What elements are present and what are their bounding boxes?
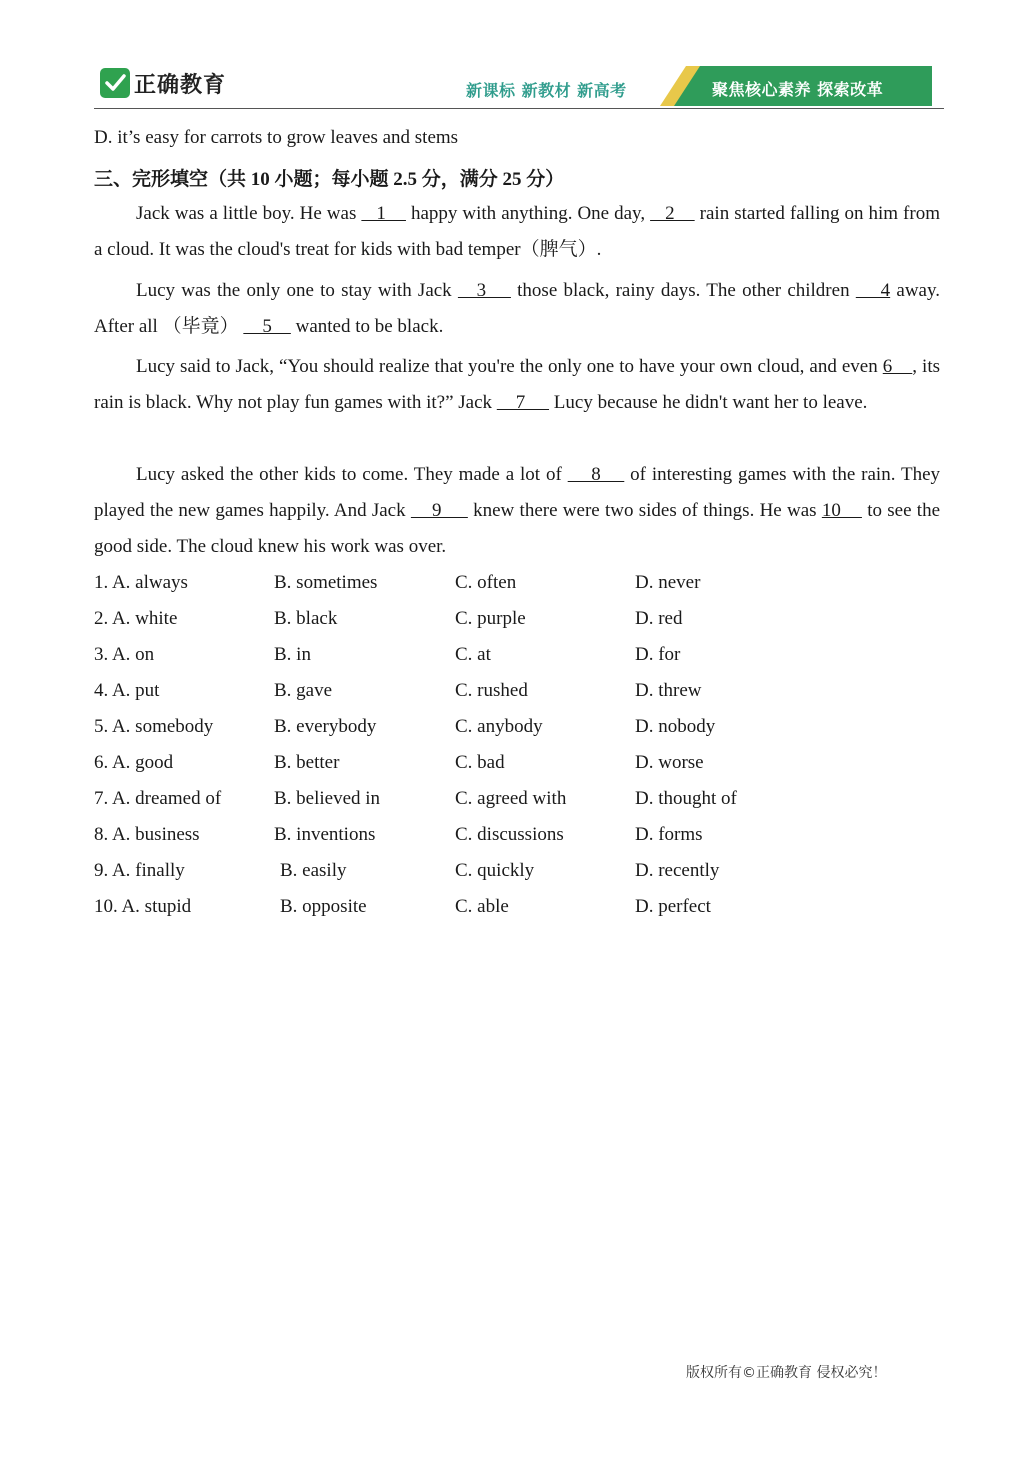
option-d: D. never xyxy=(635,572,701,593)
option-d: D. red xyxy=(635,608,683,629)
blank-9: 9 xyxy=(410,500,468,521)
blank-1: 1 xyxy=(361,203,406,224)
blank-8: 8 xyxy=(567,464,625,485)
option-c: C. quickly xyxy=(455,860,535,881)
logo-text: 正确教育 xyxy=(134,73,227,98)
passage-text: those black, rainy days. The other children xyxy=(510,280,856,301)
option-c: C. agreed with xyxy=(455,788,567,809)
question-2-options xyxy=(94,608,854,644)
option-d: D. thought of xyxy=(635,788,737,809)
option-c: C. able xyxy=(455,896,509,917)
option-d: D. perfect xyxy=(635,896,711,917)
question-3-options xyxy=(94,644,854,680)
passage-paragraph-4 xyxy=(94,457,940,565)
option-d: D. recently xyxy=(635,860,720,881)
option-a: 6. A. good xyxy=(94,752,174,773)
passage-text: Lucy asked the other kids to come. They made a lot of xyxy=(136,464,568,485)
passage-paragraph-1 xyxy=(94,196,940,268)
blank-10: 10 xyxy=(821,500,862,521)
option-a: 7. A. dreamed of xyxy=(94,788,222,809)
passage-text: , its rain is black. Why not play fun games with it?” Jack xyxy=(94,356,941,413)
blank-7: 7 xyxy=(496,392,550,413)
passage-paragraph-2 xyxy=(94,273,940,345)
blank-5: 5 xyxy=(243,316,291,337)
option-b: B. opposite xyxy=(280,896,367,917)
question-9-options xyxy=(94,860,854,896)
option-a: 10. A. stupid xyxy=(94,896,192,917)
blank-6: 6 xyxy=(882,356,913,377)
passage-text: happy with anything. One day, xyxy=(405,203,651,224)
option-d: D. for xyxy=(635,644,681,665)
question-10-options xyxy=(94,896,854,932)
option-b: B. better xyxy=(274,752,340,773)
blank-4: 4 xyxy=(855,280,891,301)
passage-text: Lucy said to Jack, “You should realize that you're the only one to have your own cloud, and even xyxy=(136,356,883,377)
option-b: B. in xyxy=(274,644,311,665)
option-d: D. nobody xyxy=(635,716,716,737)
passage-text: wanted to be black. xyxy=(290,316,444,337)
question-5-options xyxy=(94,716,854,752)
option-b: B. everybody xyxy=(274,716,377,737)
passage-text: knew there were two sides of things. He was xyxy=(467,500,822,521)
option-d: D. threw xyxy=(635,680,702,701)
option-c: C. often xyxy=(455,572,517,593)
option-b: B. inventions xyxy=(274,824,376,845)
option-a: 2. A. white xyxy=(94,608,178,629)
option-a: 8. A. business xyxy=(94,824,200,845)
slogan-right: 聚焦核心素养 探索改革 xyxy=(712,80,884,99)
option-b: B. easily xyxy=(280,860,347,881)
passage-text: Lucy because he didn't want her to leave. xyxy=(549,392,868,413)
passage-text: Lucy was the only one to stay with Jack xyxy=(136,280,458,301)
question-1-options xyxy=(94,572,854,608)
checkmark-logo-icon xyxy=(100,68,130,98)
blank-3: 3 xyxy=(457,280,511,301)
question-6-options xyxy=(94,752,854,788)
option-d: D. forms xyxy=(635,824,703,845)
page-header xyxy=(94,62,944,110)
option-b: B. sometimes xyxy=(274,572,378,593)
option-b: B. black xyxy=(274,608,338,629)
option-c: C. anybody xyxy=(455,716,543,737)
option-c: C. rushed xyxy=(455,680,528,701)
passage-text: rain started falling on him from a cloud. It was the cloud's treat for kids with bad temper（脾气）. xyxy=(94,203,940,260)
option-a: 4. A. put xyxy=(94,680,160,701)
blank-2: 2 xyxy=(650,203,695,224)
section-title: 三、完形填空（共 10 小题；每小题 2.5 分，满分 25 分） xyxy=(94,169,565,190)
option-a: 1. A. always xyxy=(94,572,188,593)
slogan-left: 新课标 新教材 新高考 xyxy=(466,81,627,100)
option-b: B. gave xyxy=(274,680,333,701)
option-b: B. believed in xyxy=(274,788,381,809)
option-d: D. worse xyxy=(635,752,704,773)
question-8-options xyxy=(94,824,854,860)
option-c: C. purple xyxy=(455,608,526,629)
question-4-options xyxy=(94,680,854,716)
copyright-footer: 版权所有©正确教育 侵权必究！ xyxy=(686,1365,887,1381)
slogan-banner xyxy=(660,66,932,106)
previous-option-d: D. it’s easy for carrots to grow leaves and stems xyxy=(94,127,459,148)
passage-text: to see the good side. The cloud knew his work was over. xyxy=(94,500,941,557)
option-a: 3. A. on xyxy=(94,644,155,665)
option-c: C. at xyxy=(455,644,491,665)
option-c: C. bad xyxy=(455,752,505,773)
passage-text: away. After all （毕竟） xyxy=(94,280,940,337)
option-a: 5. A. somebody xyxy=(94,716,214,737)
question-7-options xyxy=(94,788,854,824)
passage-text: Jack was a little boy. He was xyxy=(136,203,362,224)
option-c: C. discussions xyxy=(455,824,564,845)
option-a: 9. A. finally xyxy=(94,860,185,881)
passage-text: of interesting games with the rain. They played the new games happily. And Jack xyxy=(94,464,941,521)
passage-paragraph-3 xyxy=(94,349,940,421)
header-divider xyxy=(94,108,944,109)
